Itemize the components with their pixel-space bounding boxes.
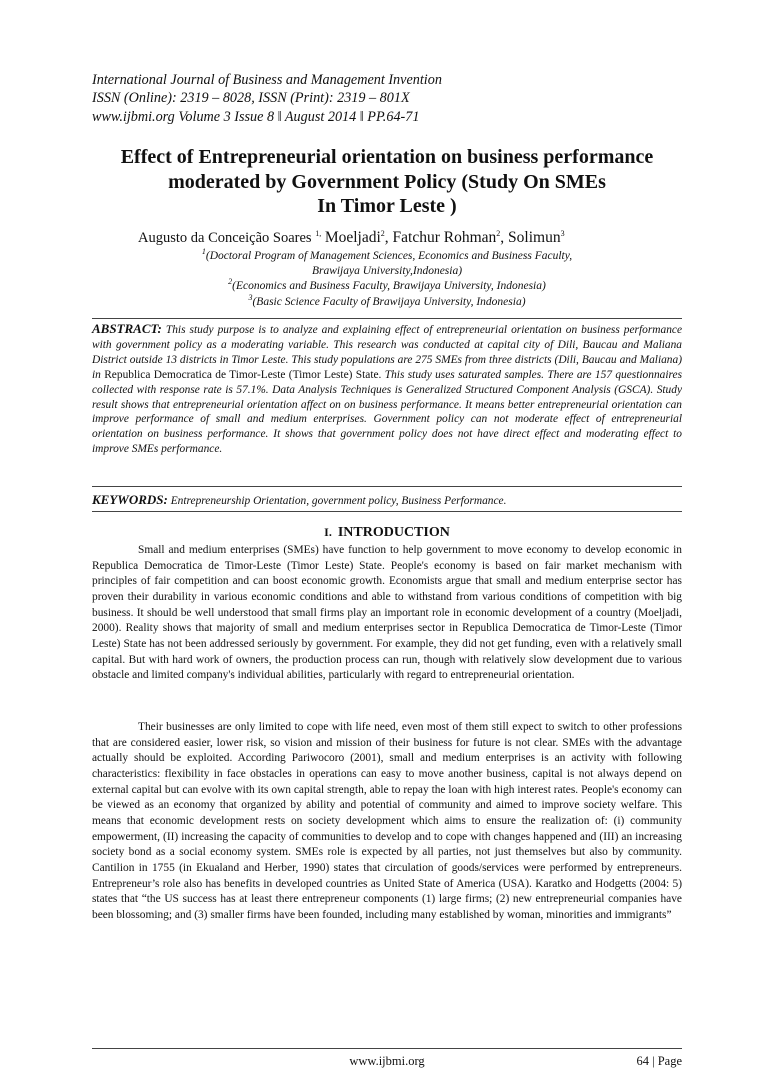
title-line-2: moderated by Government Policy (Study On SMEs <box>168 170 606 193</box>
section-title: INTRODUCTION <box>337 525 450 540</box>
abstract-text-3: This study uses saturated samples. There are 157 questionnaires collected with response rate is 57.1%. Data Analysis Techniques is Generalized Structured Component Analysis (GSCA). Study result shows that entrepreneurial orientation affect on on business performance. It means better entrepreneurial orientation can improve performance of small and medium enterprises. Government policy can not moderate effect of entrepreneurial orientation on business performance. It shows that government policy does not have direct effect and moderating effect to improve SMEs performance. <box>92 368 683 456</box>
author-2: Moeljadi <box>324 229 381 246</box>
author-2-sup: 2 <box>380 229 385 239</box>
body-paragraph-2 <box>92 720 682 924</box>
paragraph-text: Their businesses are only limited to cope with life need, even most of them still expect to switch to other professions that are considered easier, lower risk, so vision and mission of their business for future is not clear. SMEs with the advantage actually should be exploited. According Pariwocoro (2001), small and medium enterprises is an activity with following characteristics: flexibility in face obstacles in operations can easy to move another business, capital is not always depend on external capital but can evolve with its own capital strength, able to repay the loan with high interest rates. People's economy can be viewed as an economy that organized by ability and potential of community and aimed to improve society welfare. This means that economic development rests on society development which aims to ensure the realization of: (i) community empowerment, (II) increasing the capacity of communities to develop and to cope with changes happened and (III) an increasing society bond as a social economy system. SMEs role is expected by all parties, not just themselves but also by community. Cantilion in 1755 (in Ekualand and Herber, 1990) states that circulation of goods/services were performed by entrepreneurs. Entrepreneur’s role also has benefits in developed countries as United State of America (USA). Karatko and Hodgetts (2004: 5) states that “the US success has at least there entrepreneur components (1) large firms; (2) new entrepreneurial companies have been blossoming; and (3) smaller firms have been founded, including many established by woman, minorities and immigrants” <box>92 721 682 921</box>
title-line-1: Effect of Entrepreneurial orientation on business performance <box>120 146 654 168</box>
author-3: Fatchur Rohman <box>392 229 497 246</box>
body-paragraph-1 <box>92 543 682 684</box>
affiliation-3-text: (Basic Science Faculty of Brawijaya University, Indonesia) <box>252 295 526 308</box>
paper-title <box>92 145 682 219</box>
affiliation-3 <box>92 292 682 310</box>
footer-site: www.ijbmi.org <box>349 1054 425 1068</box>
affiliations <box>92 249 682 310</box>
author-1: Augusto da Conceição Soares <box>138 230 312 246</box>
page-number: 64 | Page <box>636 1054 682 1068</box>
keywords-top-rule <box>92 486 682 487</box>
affiliation-2-sup: 2 <box>228 277 233 287</box>
journal-header <box>92 71 682 126</box>
author-3-sup: 2 <box>496 229 501 239</box>
keywords-label: KEYWORDS: <box>92 492 168 507</box>
keywords-bottom-rule <box>92 511 682 512</box>
abstract-top-rule <box>92 318 682 319</box>
author-block <box>92 229 682 310</box>
affiliation-3-sup: 3 <box>248 292 253 302</box>
affiliation-1-sup: 1 <box>201 247 206 257</box>
paragraph-text: Small and medium enterprises (SMEs) have function to help government to move economy to develop economic in Republica Democratica de Timor-Leste (Timor Leste) State. People's economy is based on fair market mechanism with principles of fair competition and can boost economic growth. Economists argue that small and medium enterprise sector has proven their durability in various economic conditions and able to withstand from various conditions of competition with big business. It should be well understood that small firms play an important role in economic development of a country (Moeljadi, 2000). Reality shows that majority of small and medium enterprises sector in Republica Democratica de Timor-Leste (Timor Leste) State has not been addressed seriously by government. For example, they did not get funding, even with a relatively small capital. But with hard work of owners, the production process can run, though with relatively slow development due to various obstacle and limited company's individual abilities, particularly with regard to entrepreneurial orientation. <box>92 544 682 682</box>
journal-name: International Journal of Business and Management Invention <box>92 72 442 88</box>
journal-volume: www.ijbmi.org Volume 3 Issue 8 ǁ August 2014 ǁ PP.64-71 <box>92 108 420 125</box>
author-4: Solimun <box>508 229 561 246</box>
affiliation-1 <box>92 249 682 264</box>
abstract-text-1: This study purpose is to analyze and explaining effect of entrepreneurial orientation on business performance with government policy as a moderating variable. This research was conducted at capital city of Dili, Baucau and Maliana District outside 13 districts in Timor Leste. This study populations are 275 SMEs from three districts (Dili, Baucau and Maliana) in <box>92 324 682 381</box>
footer-rule <box>92 1048 682 1049</box>
affiliation-1-line-2: Brawijaya University,Indonesia) <box>311 265 463 278</box>
keywords-text: Entrepreneurship Orientation, government policy, Business Performance. <box>167 495 507 507</box>
affiliation-2 <box>92 279 682 294</box>
keywords <box>92 492 682 508</box>
abstract-text-2: Republica Democratica de Timor-Leste (Timor Leste) State. <box>100 368 382 381</box>
affiliation-2-text: (Economics and Business Faculty, Brawijaya University, Indonesia) <box>232 280 546 293</box>
journal-issn: ISSN (Online): 2319 – 8028, ISSN (Print): 2319 – 801X <box>92 90 410 107</box>
author-4-sup: 3 <box>560 229 565 239</box>
abstract-label: ABSTRACT: <box>92 321 162 336</box>
section-heading <box>92 525 682 541</box>
section-number: I. <box>324 525 332 539</box>
author-names: Augusto da Conceição Soares $^{1,}$ Moeljadi$^2$, Fatchur Rohman$^2$, Solimun$^3$ <box>138 229 565 246</box>
author-1-sup: 1, <box>315 229 322 239</box>
affiliation-1-line-1: (Doctoral Program of Management Sciences, Economics and Business Faculty, <box>205 250 573 262</box>
abstract <box>92 322 682 457</box>
title-line-3: In Timor Leste ) <box>317 195 457 217</box>
